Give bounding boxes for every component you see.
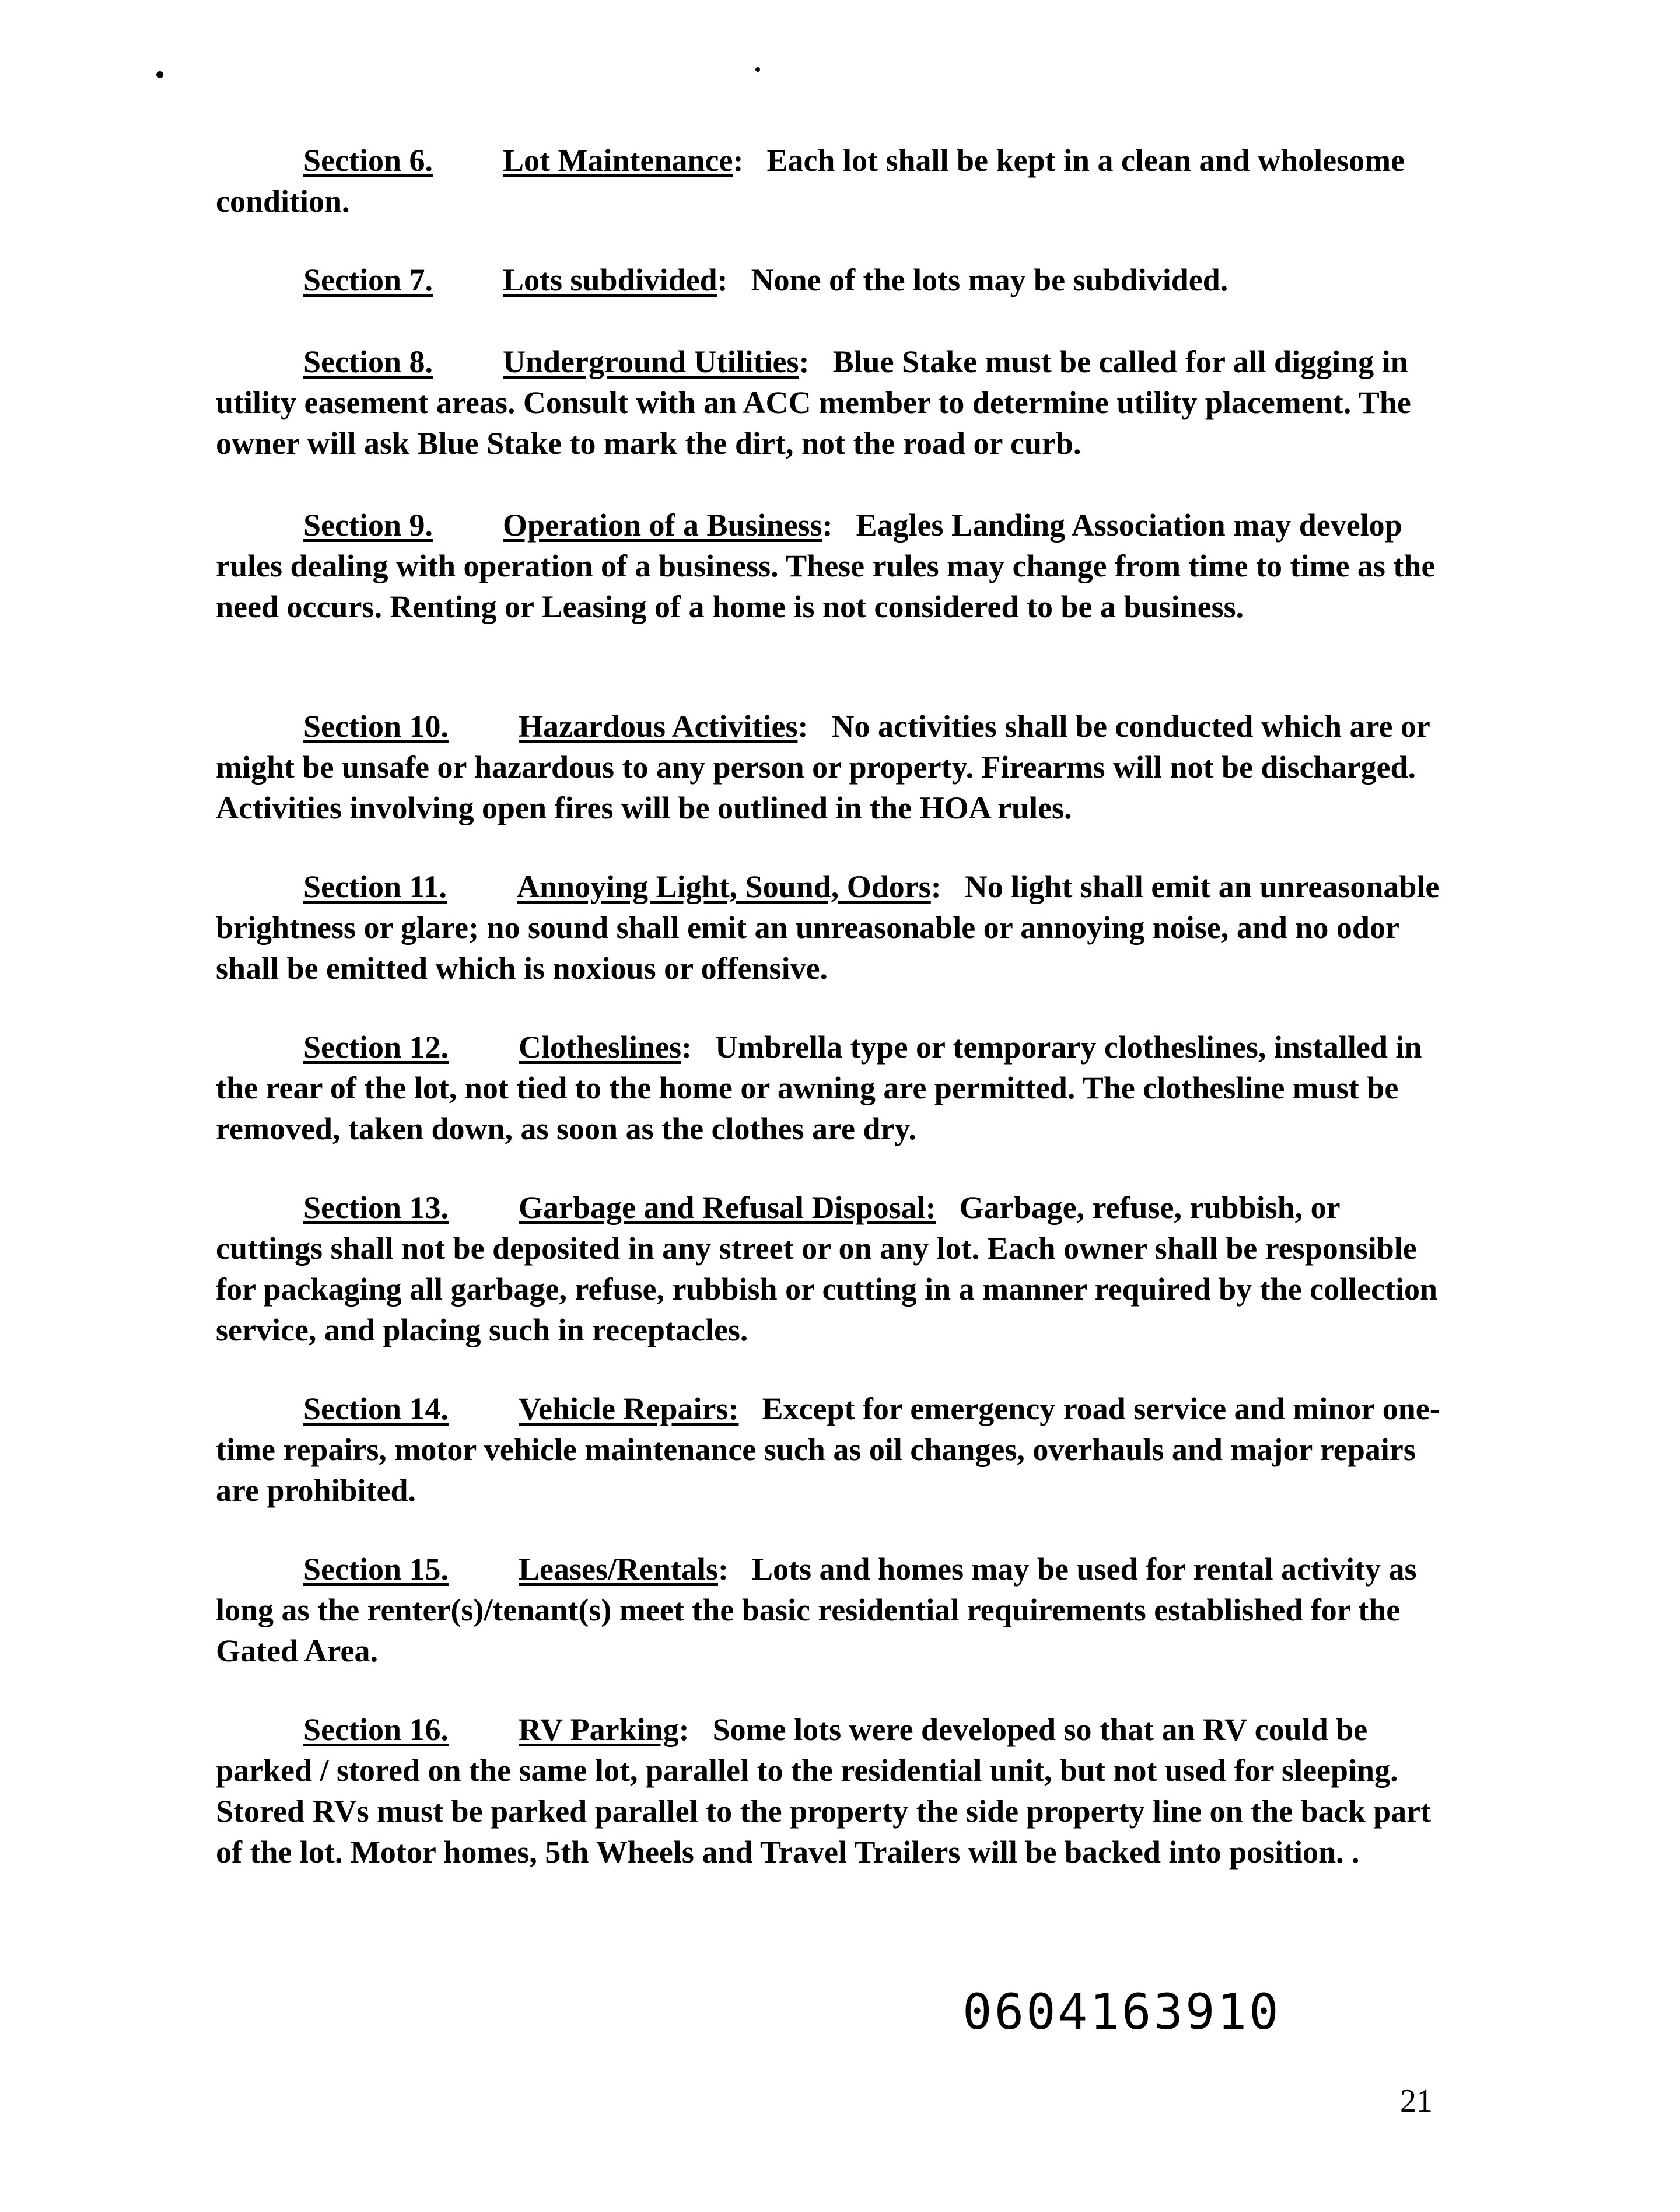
section-heading: Hazardous Activities (519, 709, 798, 744)
section-15: Section 15. Leases/Rentals: Lots and homes may be used for rental activity as long as the renter(s)/tenant(s) meet the basic residential requirements established for the Gated Area. (216, 1549, 1452, 1671)
section-heading: RV Parking (519, 1712, 679, 1747)
section-number: Section 8. (303, 344, 433, 379)
section-number: Section 11. (303, 869, 447, 904)
section-14 (216, 1388, 1452, 1511)
section-11: Section 11. Annoying Light, Sound, Odors: No light shall emit an unreasonable brightness or glare; no sound shall emit an unreasonable or annoying noise, and no odor shall be emitted which is noxious or offensive. (216, 866, 1452, 989)
section-text: Blue Stake must be called for all digging in utility easement areas. Consult with an ACC member to determine utility placement. The owner will ask Blue Stake to mark the dirt, not the road or curb. (216, 344, 1411, 461)
section-heading: Vehicle Repairs: (519, 1391, 739, 1426)
section-heading: Lot Maintenance (503, 143, 733, 178)
section-13 (216, 1187, 1452, 1350)
section-text: No activities shall be conducted which are or might be unsafe or hazardous to any person or property. Firearms will not be discharged. Activities involving open fires will be outlined in the HOA rules. (216, 709, 1430, 825)
page-number: 21 (1400, 2083, 1433, 2119)
section-heading: Garbage and Refusal Disposal: (519, 1190, 936, 1225)
section-16: Section 16. RV Parking: Some lots were developed so that an RV could be parked / stored on the same lot, parallel to the residential unit, but not used for sleeping. Stored RVs must be parked parallel to the property the side property line on the back part of the lot. Motor homes, 5th Wheels and Travel Trailers will be backed into position. . (216, 1709, 1452, 1873)
section-text: Except for emergency road service and minor one-time repairs, motor vehicle maintenance such as oil changes, overhauls and major repairs are prohibited. (216, 1391, 1440, 1508)
section-number: Section 15. (303, 1552, 449, 1587)
section-12: Section 12. Clotheslines: Umbrella type or temporary clotheslines, installed in the rear of the lot, not tied to the home or awning are permitted. The clothesline must be removed, taken down, as soon as the clothes are dry. (216, 1027, 1452, 1149)
section-7: Section 7. Lots subdivided: None of the lots may be subdivided. (216, 260, 1452, 300)
section-text: Each lot shall be kept in a clean and wholesome condition. (216, 143, 1405, 219)
section-number: Section 6. (303, 143, 433, 178)
section-text: Eagles Landing Association may develop rules dealing with operation of a business. These rules may change from time to time as the need occurs. Renting or Leasing of a home is not considered to be a business. (216, 508, 1436, 624)
section-text: Some lots were developed so that an RV could be parked / stored on the same lot, parallel to the residential unit, but not used for sleeping. Stored RVs must be parked parallel to the property the side property line on the back part of the lot. Motor homes, 5th Wheels and Travel Trailers will be backed into position. . (216, 1712, 1432, 1870)
section-heading: Annoying Light, Sound, Odors (517, 869, 931, 904)
section-heading: Clotheslines (519, 1030, 682, 1065)
document-number-stamp: 0604163910 (963, 1983, 1281, 2041)
section-text: None of the lots may be subdivided. (751, 262, 1228, 298)
section-number: Section 13. (303, 1190, 449, 1225)
section-number: Section 7. (303, 262, 433, 298)
section-number: Section 10. (303, 709, 449, 744)
section-number: Section 14. (303, 1391, 449, 1426)
section-text: Lots and homes may be used for rental activity as long as the renter(s)/tenant(s) meet the basic residential requirements established for the Gated Area. (216, 1552, 1417, 1668)
section-6: Section 6. Lot Maintenance: Each lot shall be kept in a clean and wholesome condition. (216, 140, 1452, 222)
section-heading: Leases/Rentals (519, 1552, 718, 1587)
section-number: Section 16. (303, 1712, 449, 1747)
section-text: No light shall emit an unreasonable brightness or glare; no sound shall emit an unreasonable or annoying noise, and no odor shall be emitted which is noxious or offensive. (216, 869, 1440, 986)
section-9: Section 9. Operation of a Business: Eagles Landing Association may develop rules dealing with operation of a business. These rules may change from time to time as the need occurs. Renting or Leasing of a home is not considered to be a business. (216, 505, 1452, 627)
section-10: Section 10. Hazardous Activities: No activities shall be conducted which are or might be unsafe or hazardous to any person or property. Firearms will not be discharged. Activities involving open fires will be outlined in the HOA rules. (216, 706, 1452, 828)
section-text: Umbrella type or temporary clotheslines, installed in the rear of the lot, not tied to the home or awning are permitted. The clothesline must be removed, taken down, as soon as the clothes are dry. (216, 1030, 1422, 1146)
scan-speck (755, 67, 760, 72)
scan-speck (156, 71, 163, 78)
section-number: Section 9. (303, 508, 433, 542)
section-heading: Underground Utilities (503, 344, 799, 379)
section-heading: Operation of a Business (503, 508, 822, 542)
section-8: Section 8. Underground Utilities: Blue Stake must be called for all digging in utility easement areas. Consult with an ACC member to determine utility placement. The owner will ask Blue Stake to mark the dirt, not the road or curb. (216, 341, 1452, 464)
section-text: Garbage, refuse, rubbish, or cuttings shall not be deposited in any street or on any lot. Each owner shall be responsible for packaging all garbage, refuse, rubbish or cutting in a manner required by the collection service, and placing such in receptacles. (216, 1190, 1438, 1348)
section-number: Section 12. (303, 1030, 449, 1065)
section-heading: Lots subdivided (503, 262, 718, 298)
